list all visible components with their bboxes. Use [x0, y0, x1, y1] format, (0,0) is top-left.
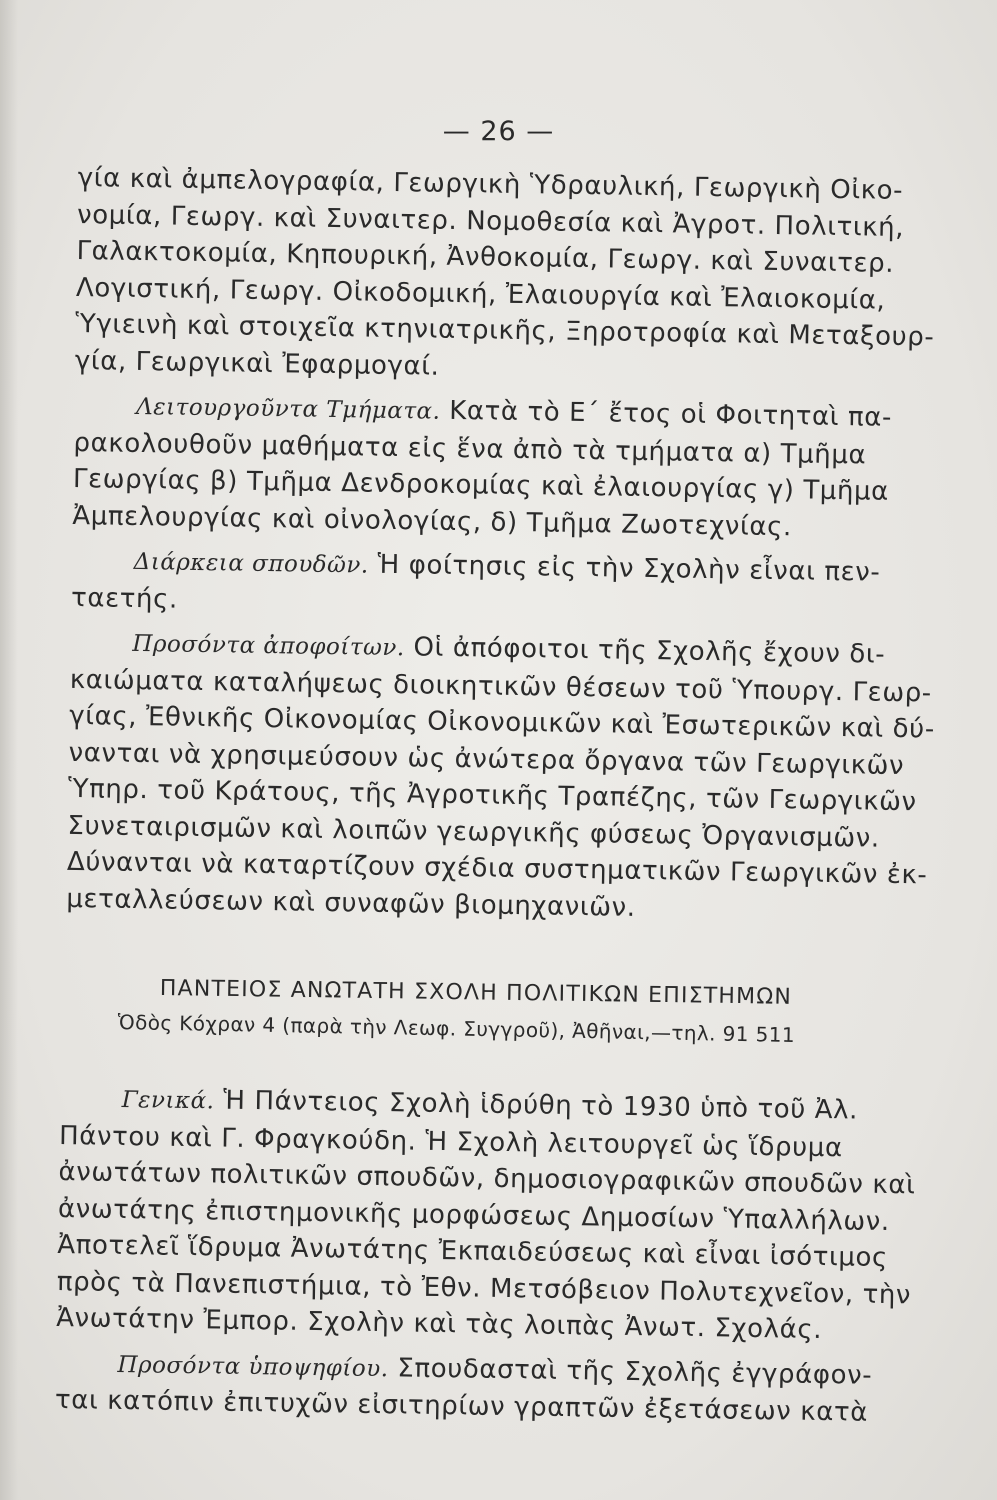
- text-line: Ὑγιεινὴ καὶ στοιχεῖα κτηνιατρικῆς, Ξηροτροφία καὶ Μεταξουρ-: [75, 308, 935, 353]
- text-line: Ἀποτελεῖ ἵδρυμα Ἀνωτάτης Ἐκπαιδεύσεως καὶ εἶναι ἰσότιμος: [57, 1229, 889, 1274]
- paragraph-heading: Γενικά.: [121, 1086, 215, 1115]
- section-address: Ὁδὸς Κόχραν 4 (παρὰ τὴν Λεωφ. Συγγροῦ), Ἀθῆναι,—τηλ. 91 511: [117, 1010, 796, 1048]
- paragraph-heading: Λειτουργοῦντα Τμήματα.: [135, 393, 441, 425]
- paragraph-courses: [75, 160, 936, 392]
- text-line: Συνεταιρισμῶν καὶ λοιπῶν γεωργικῆς φύσεως Ὀργανισμῶν.: [67, 810, 880, 854]
- text-block-agriculture: [66, 160, 936, 938]
- text-line: νομία, Γεωργ. καὶ Συναιτερ. Νομοθεσία καὶ Ἀγροτ. Πολιτική,: [76, 199, 905, 243]
- text-line: νανται νὰ χρησιμεύσουν ὡς ἀνώτερα ὄργανα τῶν Γεωργικῶν: [68, 737, 905, 781]
- text-line: Λογιστική, Γεωργ. Οἰκοδομική, Ἐλαιουργία καὶ Ἐλαιοκομία,: [75, 272, 886, 316]
- page-number: — 26 —: [442, 116, 555, 147]
- text-line: Γεωργίας β) Τμῆμα Δενδροκομίας καὶ ἐλαιουργίας γ) Τμῆμα: [72, 463, 890, 507]
- text-line: ἀνωτάτης ἐπιστημονικῆς μορφώσεως Δημοσίων Ὑπαλλήλων.: [57, 1193, 891, 1237]
- paragraph-graduates: [66, 624, 936, 930]
- paragraph-candidate: [55, 1344, 914, 1431]
- paragraph-heading: Προσόντα ἀποφοίτων.: [132, 630, 405, 662]
- text-line: Ἀνωτάτην Ἐμπορ. Σχολὴν καὶ τὰς λοιπὰς Ἀνωτ. Σχολάς.: [56, 1302, 823, 1345]
- text-line-rest: Ἡ Πάντειος Σχολὴ ἱδρύθη τὸ 1930 ὑπὸ τοῦ Ἀλ.: [214, 1085, 859, 1126]
- text-line-rest: Σπουδασταὶ τῆς Σχολῆς ἐγγράφον-: [388, 1352, 873, 1391]
- text-line: Πάντου καὶ Γ. Φραγκούδη. Ἡ Σχολὴ λειτουργεῖ ὡς ἵδρυμα: [58, 1120, 843, 1163]
- text-line: πρὸς τὰ Πανεπιστήμια, τὸ Ἐθν. Μετσόβειον Πολυτεχνεῖον, τὴν: [56, 1266, 912, 1310]
- text-line: ταετής.: [70, 582, 179, 615]
- text-line: ρακολουθοῦν μαθήματα εἰς ἕνα ἀπὸ τὰ τμήματα α) Τμῆμα: [73, 427, 867, 470]
- text-line: μεταλλεύσεων καὶ συναφῶν βιομηχανιῶν.: [66, 883, 636, 923]
- text-line: καιώματα καταλήψεως διοικητικῶν θέσεων τοῦ Ὑπουργ. Γεωρ-: [69, 664, 933, 708]
- page-fold-shadow: [0, 0, 18, 1500]
- text-line: γία καὶ ἀμπελογραφία, Γεωργικὴ Ὑδραυλική, Γεωργικὴ Οἰκο-: [77, 162, 904, 206]
- paragraph-general: [56, 1080, 918, 1350]
- text-line-rest: Κατὰ τὸ Ε΄ ἔτος οἱ Φοιτηταὶ πα-: [440, 395, 893, 433]
- text-line-rest: Οἱ ἀπόφοιτοι τῆς Σχολῆς ἔχουν δι-: [404, 632, 886, 670]
- text-line: γία, Γεωργικαὶ Ἐφαρμογαί.: [74, 345, 440, 382]
- text-line: ται κατόπιν ἐπιτυχῶν εἰσιτηρίων γραπτῶν ἐξετάσεων κατὰ: [54, 1384, 869, 1428]
- paragraph-heading: Προσόντα ὑποψηφίου.: [117, 1351, 389, 1382]
- paragraph-heading: Διάρκεια σπουδῶν.: [133, 548, 369, 579]
- text-line: ἀνωτάτων πολιτικῶν σπουδῶν, δημοσιογραφικῶν σπουδῶν καὶ: [58, 1156, 916, 1201]
- text-line-rest: Ἡ φοίτησις εἰς τὴν Σχολὴν εἶναι πεν-: [368, 549, 881, 588]
- text-line: Γαλακτοκομία, Κηπουρική, Ἀνθοκομία, Γεωργ. καὶ Συναιτερ.: [76, 235, 895, 279]
- section-title: ΠΑΝΤΕΙΟΣ ΑΝΩΤΑΤΗ ΣΧΟΛΗ ΠΟΛΙΤΙΚΩΝ ΕΠΙΣΤΗΜΩΝ: [159, 976, 793, 1010]
- text-line: Ἀμπελουργίας καὶ οἰνολογίας, δ) Τμῆμα Ζωοτεχνίας.: [72, 500, 793, 542]
- text-line: γίας, Ἐθνικῆς Οἰκονομίας Οἰκονομικῶν καὶ Ἐσωτερικῶν καὶ δύ-: [69, 700, 936, 745]
- paragraph-departments: [72, 387, 932, 547]
- text-line: Ὑπηρ. τοῦ Κράτους, τῆς Ἀγροτικῆς Τραπέζης, τῶν Γεωργικῶν: [67, 773, 917, 818]
- paragraph-duration: [71, 542, 930, 629]
- text-line: Δύνανται νὰ καταρτίζουν σχέδια συστηματικῶν Γεωργικῶν ἐκ-: [66, 846, 928, 891]
- text-block-panteios: [55, 1080, 918, 1440]
